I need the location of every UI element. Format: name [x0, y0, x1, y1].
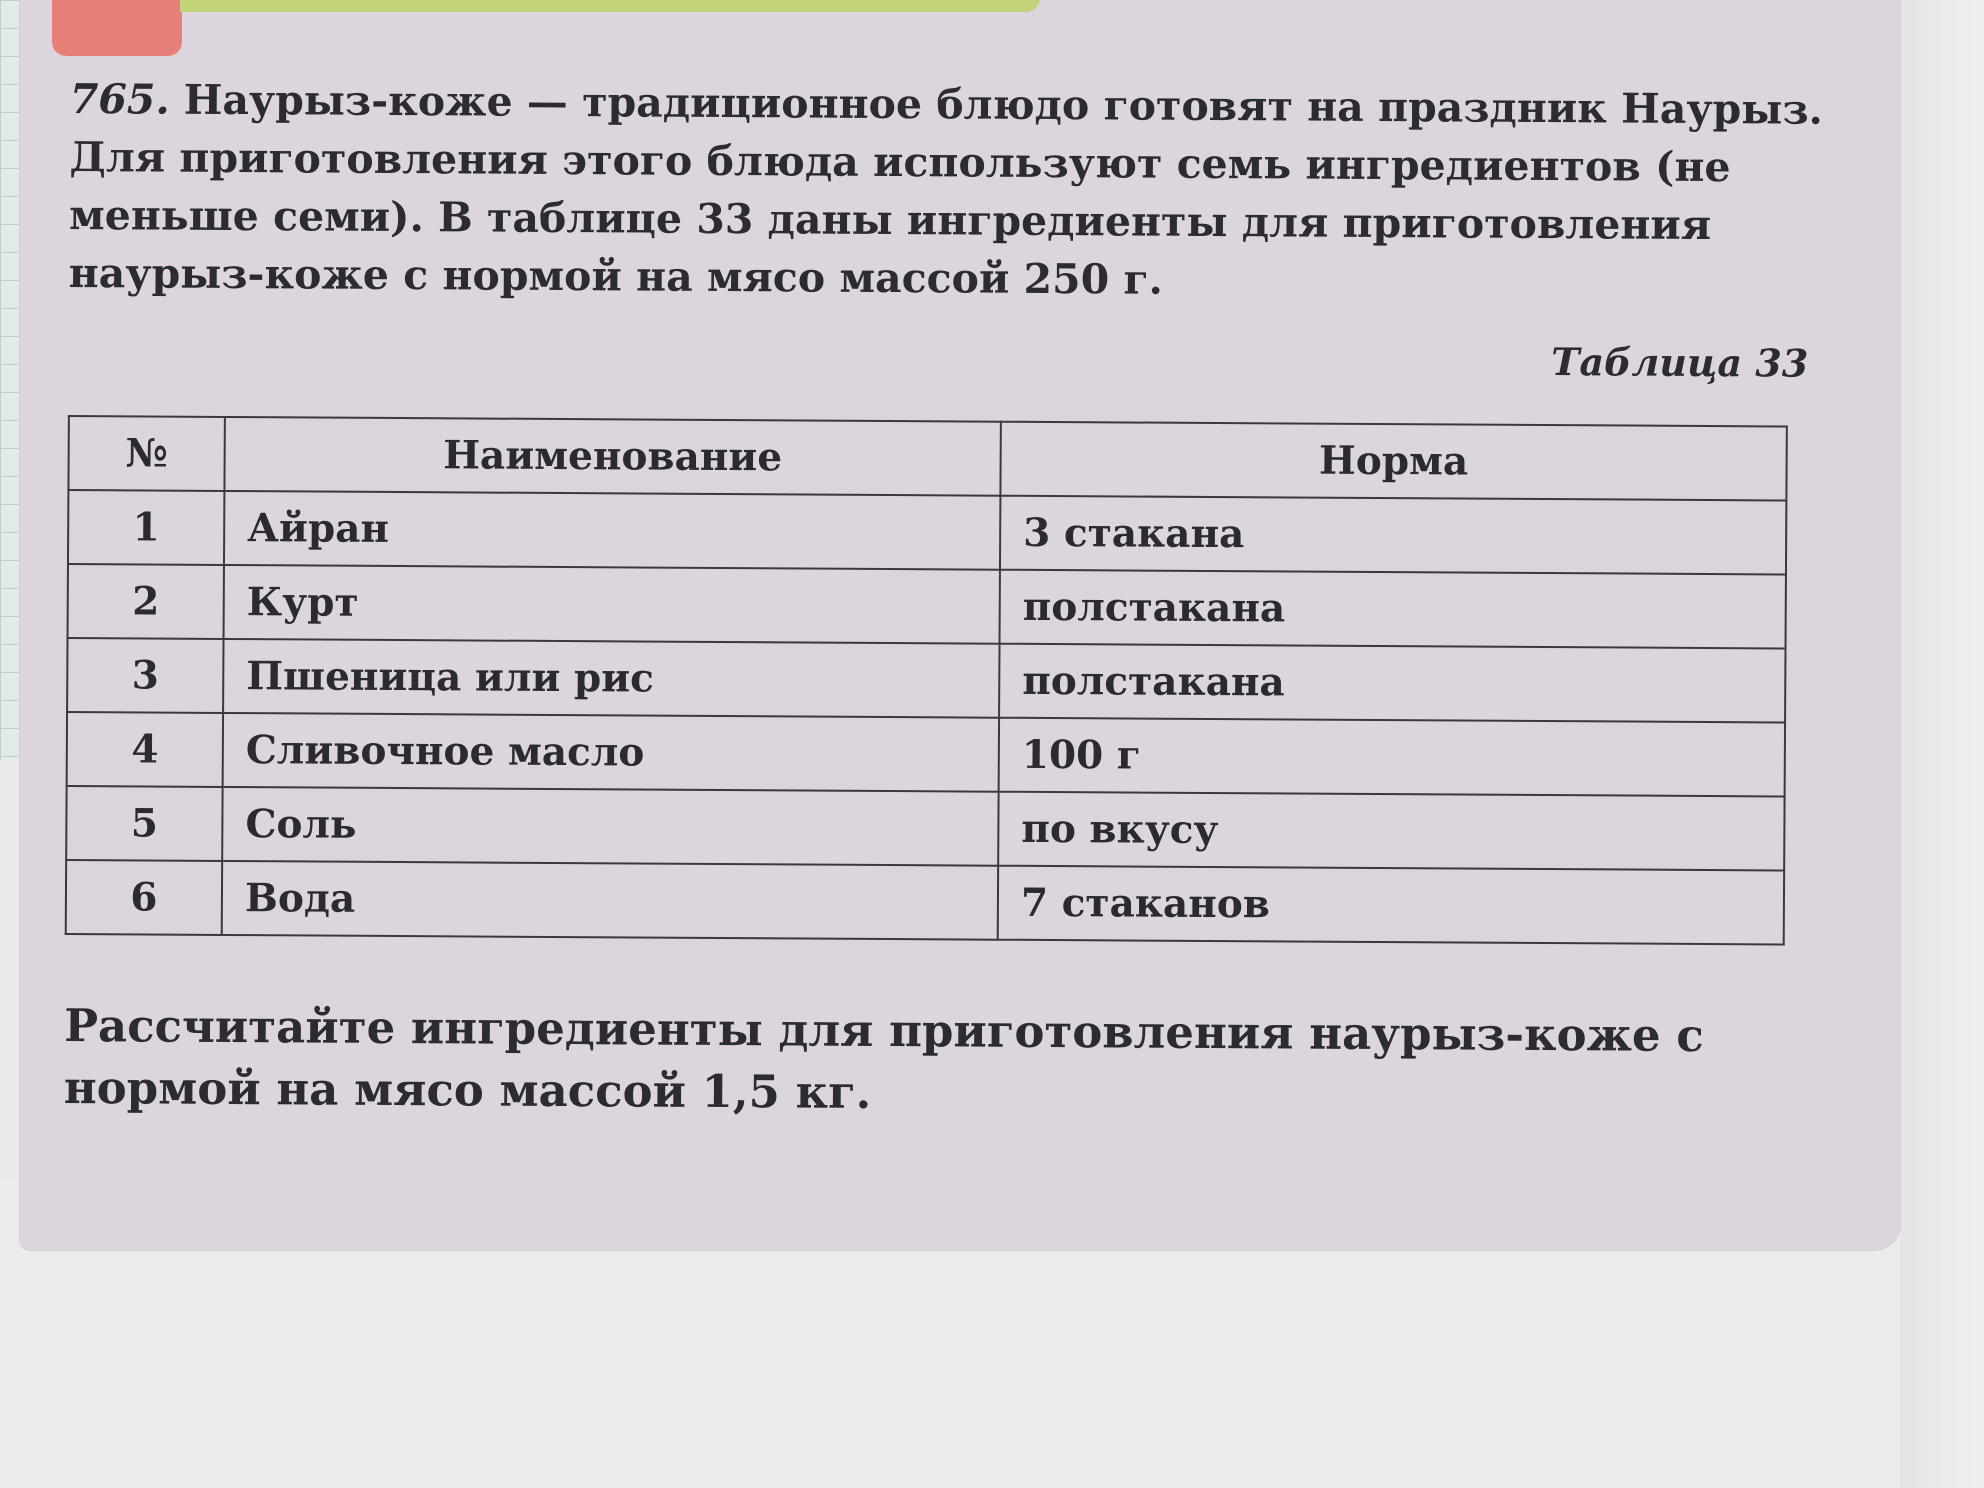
intro-text: Наурыз-коже — традиционное блюдо готовят на праздник Наурыз. Для приготовления этого блюда используют семь ингредиентов (не меньше семи). В таблице 33 даны ингредиенты для приготовления наурыз-коже с нормой на мясо массой 250 г.: [68, 75, 1823, 304]
cell-name: Айран: [224, 491, 1000, 570]
cell-number: 4: [67, 712, 223, 787]
cell-name: Курт: [224, 565, 1000, 644]
cell-norm: полстакана: [999, 644, 1785, 723]
exercise-intro: [69, 70, 1830, 313]
cell-name: Соль: [222, 787, 998, 866]
task-text: Рассчитайте ингредиенты для приготовления наурыз-коже с нормой на мясо массой 1,5 кг.: [63, 998, 1704, 1119]
red-tab-decoration: [52, 0, 182, 56]
header-name: Наименование: [224, 417, 1000, 496]
ingredients-table: [65, 415, 1788, 945]
header-number: №: [68, 416, 224, 491]
cell-norm: 100 г: [999, 718, 1785, 797]
green-tab-decoration: [180, 0, 1040, 12]
table-row: [66, 786, 1784, 870]
cell-norm: 3 стакана: [1000, 496, 1786, 575]
cell-number: 6: [66, 860, 222, 935]
cell-norm: по вкусу: [998, 792, 1784, 871]
page-edge: [1900, 0, 1984, 1488]
table-row: [67, 712, 1785, 796]
exercise-number: 765.: [69, 74, 170, 124]
table-header-row: [68, 416, 1786, 500]
cell-number: 2: [68, 564, 224, 639]
table-row: [67, 638, 1785, 722]
table-caption: Таблица 33: [1551, 339, 1809, 386]
cell-norm: 7 стаканов: [998, 866, 1784, 945]
cell-number: 3: [67, 638, 223, 713]
table-row: [66, 860, 1784, 944]
cell-name: Сливочное масло: [223, 713, 999, 792]
header-norm: Норма: [1000, 422, 1786, 501]
cell-number: 5: [66, 786, 222, 861]
table-row: [68, 564, 1786, 648]
table-row: [68, 490, 1786, 574]
exercise-content: [64, 70, 1830, 1130]
cell-norm: полстакана: [1000, 570, 1786, 649]
cell-number: 1: [68, 490, 224, 565]
cell-name: Пшеница или рис: [223, 639, 999, 718]
cell-name: Вода: [222, 861, 998, 940]
